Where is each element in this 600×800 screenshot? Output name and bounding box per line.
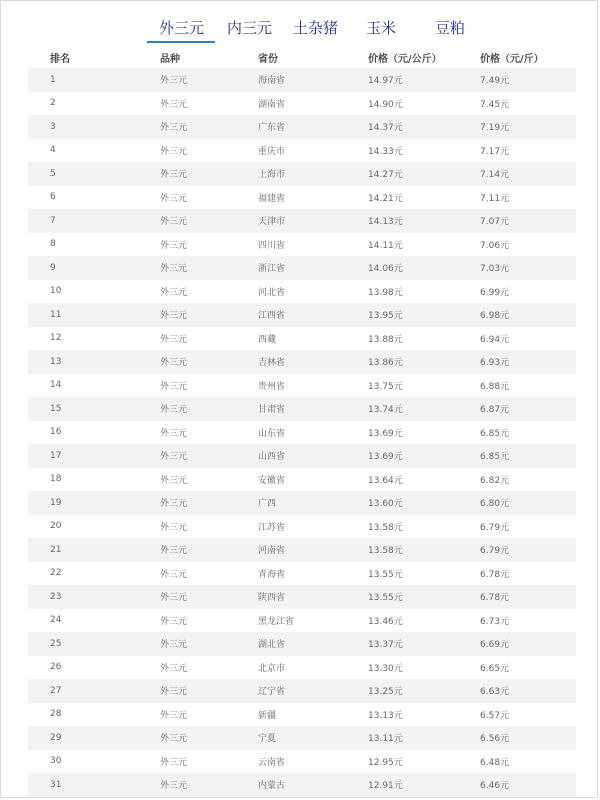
- breed-cell: 外三元: [138, 327, 236, 351]
- province-cell: 宁夏: [236, 726, 346, 750]
- rank-cell: 23: [28, 585, 138, 609]
- price-per-kg-cell: 14.13元: [346, 209, 458, 233]
- province-cell: 北京市: [236, 656, 346, 680]
- price-per-kg-cell: 13.30元: [346, 656, 458, 680]
- price-per-jin-cell: 6.73元: [458, 609, 576, 633]
- price-per-jin-cell: 6.82元: [458, 468, 576, 492]
- price-per-jin-cell: 6.79元: [458, 538, 576, 562]
- province-cell: 内蒙古: [236, 773, 346, 797]
- price-per-kg-cell: 13.25元: [346, 679, 458, 703]
- price-per-jin-cell: 6.88元: [458, 374, 576, 398]
- price-per-kg-cell: 14.33元: [346, 139, 458, 163]
- price-per-kg-cell: 13.13元: [346, 703, 458, 727]
- rank-cell: 9: [28, 256, 138, 280]
- breed-cell: 外三元: [138, 750, 236, 774]
- price-per-jin-cell: 6.63元: [458, 679, 576, 703]
- breed-cell: 外三元: [138, 92, 236, 116]
- price-per-kg-cell: 12.95元: [346, 750, 458, 774]
- province-cell: 江西省: [236, 303, 346, 327]
- rank-cell: 14: [28, 374, 138, 398]
- price-per-jin-cell: 6.65元: [458, 656, 576, 680]
- table-row: [28, 256, 576, 280]
- price-per-jin-cell: 6.57元: [458, 703, 576, 727]
- rank-cell: 24: [28, 609, 138, 633]
- province-cell: 云南省: [236, 750, 346, 774]
- table-row: [28, 186, 576, 210]
- header-breed: 品种: [160, 53, 180, 65]
- table-row: [28, 585, 576, 609]
- price-per-jin-cell: 7.07元: [458, 209, 576, 233]
- table-row: [28, 444, 576, 468]
- breed-cell: 外三元: [138, 209, 236, 233]
- province-cell: 新疆: [236, 703, 346, 727]
- table-row: [28, 327, 576, 351]
- province-cell: 天津市: [236, 209, 346, 233]
- province-cell: 湖南省: [236, 92, 346, 116]
- breed-cell: 外三元: [138, 162, 236, 186]
- breed-cell: 外三元: [138, 491, 236, 515]
- rank-cell: 21: [28, 538, 138, 562]
- tab-bar: [0, 10, 600, 44]
- table-row: [28, 280, 576, 304]
- table-row: [28, 562, 576, 586]
- price-per-jin-cell: 7.03元: [458, 256, 576, 280]
- table-row: [28, 303, 576, 327]
- breed-cell: 外三元: [138, 703, 236, 727]
- rank-cell: 17: [28, 444, 138, 468]
- price-per-kg-cell: 13.88元: [346, 327, 458, 351]
- rank-cell: 1: [28, 68, 138, 92]
- price-per-kg-cell: 13.69元: [346, 421, 458, 445]
- price-per-jin-cell: 6.98元: [458, 303, 576, 327]
- rank-cell: 31: [28, 773, 138, 797]
- breed-cell: 外三元: [138, 632, 236, 656]
- rank-cell: 10: [28, 280, 138, 304]
- province-cell: 辽宁省: [236, 679, 346, 703]
- price-per-jin-cell: 6.78元: [458, 562, 576, 586]
- price-per-kg-cell: 14.37元: [346, 115, 458, 139]
- breed-cell: 外三元: [138, 562, 236, 586]
- province-cell: 河南省: [236, 538, 346, 562]
- province-cell: 山西省: [236, 444, 346, 468]
- price-per-jin-cell: 7.06元: [458, 233, 576, 257]
- province-cell: 河北省: [236, 280, 346, 304]
- breed-cell: 外三元: [138, 468, 236, 492]
- price-per-jin-cell: 6.56元: [458, 726, 576, 750]
- price-per-kg-cell: 13.58元: [346, 515, 458, 539]
- table-row: [28, 515, 576, 539]
- header-province: 省份: [258, 53, 278, 65]
- tab-tu-za-zhu[interactable]: 土杂猪: [293, 19, 339, 37]
- breed-cell: 外三元: [138, 538, 236, 562]
- table-row: [28, 421, 576, 445]
- province-cell: 贵州省: [236, 374, 346, 398]
- rank-cell: 3: [28, 115, 138, 139]
- price-per-jin-cell: 6.85元: [458, 444, 576, 468]
- breed-cell: 外三元: [138, 280, 236, 304]
- province-cell: 重庆市: [236, 139, 346, 163]
- table-row: [28, 209, 576, 233]
- table-row: [28, 773, 576, 797]
- table-row: [28, 609, 576, 633]
- header-price-per-kg: 价格（元/公斤）: [368, 53, 442, 65]
- province-cell: 黑龙江省: [236, 609, 346, 633]
- breed-cell: 外三元: [138, 444, 236, 468]
- price-per-kg-cell: 14.21元: [346, 186, 458, 210]
- breed-cell: 外三元: [138, 679, 236, 703]
- table-row: [28, 115, 576, 139]
- province-cell: 四川省: [236, 233, 346, 257]
- price-per-kg-cell: 13.58元: [346, 538, 458, 562]
- table-row: [28, 92, 576, 116]
- price-per-kg-cell: 13.75元: [346, 374, 458, 398]
- breed-cell: 外三元: [138, 397, 236, 421]
- table-row: [28, 538, 576, 562]
- price-per-kg-cell: 13.11元: [346, 726, 458, 750]
- price-per-kg-cell: 13.98元: [346, 280, 458, 304]
- price-per-kg-cell: 13.46元: [346, 609, 458, 633]
- table-row: [28, 679, 576, 703]
- breed-cell: 外三元: [138, 115, 236, 139]
- price-per-kg-cell: 14.27元: [346, 162, 458, 186]
- price-per-jin-cell: 7.45元: [458, 92, 576, 116]
- price-per-jin-cell: 6.79元: [458, 515, 576, 539]
- province-cell: 西藏: [236, 327, 346, 351]
- price-per-jin-cell: 6.69元: [458, 632, 576, 656]
- rank-cell: 20: [28, 515, 138, 539]
- rank-cell: 22: [28, 562, 138, 586]
- price-per-jin-cell: 6.46元: [458, 773, 576, 797]
- rank-cell: 16: [28, 421, 138, 445]
- province-cell: 湖北省: [236, 632, 346, 656]
- header-price-per-jin: 价格（元/斤）: [480, 53, 544, 65]
- breed-cell: 外三元: [138, 186, 236, 210]
- table-row: [28, 374, 576, 398]
- price-per-kg-cell: 13.74元: [346, 397, 458, 421]
- province-cell: 安徽省: [236, 468, 346, 492]
- price-per-kg-cell: 14.97元: [346, 68, 458, 92]
- tab-yu-mi[interactable]: 玉米: [366, 19, 397, 37]
- rank-cell: 30: [28, 750, 138, 774]
- price-per-kg-cell: 14.90元: [346, 92, 458, 116]
- price-per-kg-cell: 13.37元: [346, 632, 458, 656]
- province-cell: 广东省: [236, 115, 346, 139]
- table-row: [28, 491, 576, 515]
- province-cell: 福建省: [236, 186, 346, 210]
- price-per-kg-cell: 13.69元: [346, 444, 458, 468]
- active-tab-indicator: [147, 41, 215, 43]
- breed-cell: 外三元: [138, 68, 236, 92]
- price-per-jin-cell: 6.94元: [458, 327, 576, 351]
- table-header-row: [28, 46, 576, 68]
- price-per-jin-cell: 6.80元: [458, 491, 576, 515]
- breed-cell: 外三元: [138, 421, 236, 445]
- table-row: [28, 656, 576, 680]
- rank-cell: 19: [28, 491, 138, 515]
- price-per-jin-cell: 6.78元: [458, 585, 576, 609]
- breed-cell: 外三元: [138, 233, 236, 257]
- rank-cell: 13: [28, 350, 138, 374]
- province-cell: 陕西省: [236, 585, 346, 609]
- province-cell: 甘肃省: [236, 397, 346, 421]
- table-row: [28, 703, 576, 727]
- breed-cell: 外三元: [138, 256, 236, 280]
- table-row: [28, 632, 576, 656]
- header-rank: 排名: [50, 53, 70, 65]
- price-per-kg-cell: 13.55元: [346, 585, 458, 609]
- price-per-jin-cell: 7.11元: [458, 186, 576, 210]
- breed-cell: 外三元: [138, 374, 236, 398]
- breed-cell: 外三元: [138, 656, 236, 680]
- table-row: [28, 397, 576, 421]
- rank-cell: 12: [28, 327, 138, 351]
- breed-cell: 外三元: [138, 515, 236, 539]
- price-per-jin-cell: 7.19元: [458, 115, 576, 139]
- breed-cell: 外三元: [138, 585, 236, 609]
- rank-cell: 18: [28, 468, 138, 492]
- breed-cell: 外三元: [138, 773, 236, 797]
- rank-cell: 11: [28, 303, 138, 327]
- province-cell: 上海市: [236, 162, 346, 186]
- table-row: [28, 233, 576, 257]
- province-cell: 浙江省: [236, 256, 346, 280]
- rank-cell: 26: [28, 656, 138, 680]
- rank-cell: 6: [28, 186, 138, 210]
- tab-dou-po[interactable]: 豆粕: [435, 19, 466, 37]
- price-per-jin-cell: 6.87元: [458, 397, 576, 421]
- rank-cell: 7: [28, 209, 138, 233]
- price-per-kg-cell: 13.86元: [346, 350, 458, 374]
- price-per-kg-cell: 12.91元: [346, 773, 458, 797]
- province-cell: 海南省: [236, 68, 346, 92]
- price-per-kg-cell: 13.60元: [346, 491, 458, 515]
- rank-cell: 5: [28, 162, 138, 186]
- breed-cell: 外三元: [138, 726, 236, 750]
- price-per-kg-cell: 13.95元: [346, 303, 458, 327]
- price-per-kg-cell: 13.64元: [346, 468, 458, 492]
- rank-cell: 2: [28, 92, 138, 116]
- rank-cell: 28: [28, 703, 138, 727]
- table-row: [28, 468, 576, 492]
- price-per-kg-cell: 14.06元: [346, 256, 458, 280]
- province-cell: 吉林省: [236, 350, 346, 374]
- rank-cell: 4: [28, 139, 138, 163]
- price-per-kg-cell: 14.11元: [346, 233, 458, 257]
- breed-cell: 外三元: [138, 609, 236, 633]
- province-cell: 青海省: [236, 562, 346, 586]
- price-per-jin-cell: 7.14元: [458, 162, 576, 186]
- province-cell: 江苏省: [236, 515, 346, 539]
- breed-cell: 外三元: [138, 303, 236, 327]
- price-per-jin-cell: 6.48元: [458, 750, 576, 774]
- table-row: [28, 68, 576, 92]
- price-per-jin-cell: 7.17元: [458, 139, 576, 163]
- breed-cell: 外三元: [138, 350, 236, 374]
- province-cell: 广西: [236, 491, 346, 515]
- rank-cell: 27: [28, 679, 138, 703]
- price-ranking-table: [28, 46, 576, 797]
- tab-nei-san-yuan[interactable]: 内三元: [227, 19, 273, 37]
- price-per-jin-cell: 6.99元: [458, 280, 576, 304]
- rank-cell: 29: [28, 726, 138, 750]
- tab-wai-san-yuan[interactable]: 外三元: [159, 19, 205, 37]
- table-body: [28, 68, 576, 797]
- price-per-jin-cell: 6.93元: [458, 350, 576, 374]
- breed-cell: 外三元: [138, 139, 236, 163]
- table-row: [28, 350, 576, 374]
- rank-cell: 25: [28, 632, 138, 656]
- price-per-kg-cell: 13.55元: [346, 562, 458, 586]
- table-row: [28, 750, 576, 774]
- price-per-jin-cell: 7.49元: [458, 68, 576, 92]
- price-per-jin-cell: 6.85元: [458, 421, 576, 445]
- rank-cell: 15: [28, 397, 138, 421]
- table-row: [28, 139, 576, 163]
- province-cell: 山东省: [236, 421, 346, 445]
- table-row: [28, 162, 576, 186]
- rank-cell: 8: [28, 233, 138, 257]
- table-row: [28, 726, 576, 750]
